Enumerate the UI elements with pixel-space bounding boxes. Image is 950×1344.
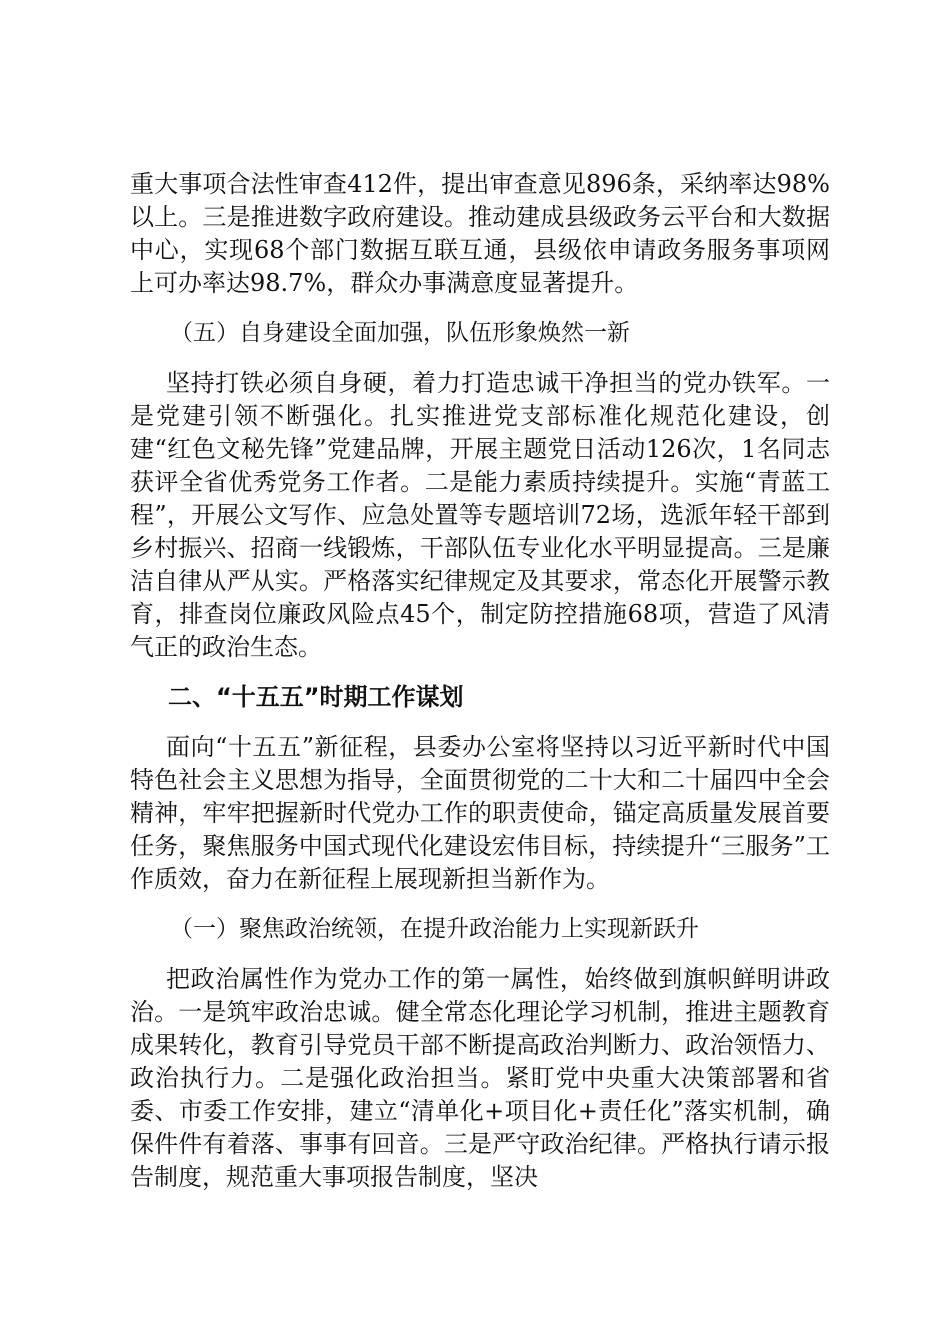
paragraph-political: 把政治属性作为党办工作的第一属性，始终做到旗帜鲜明讲政治。一是筑牢政治忠诚。健全常态化理论学习机制，推进主题教育成果转化，教育引导党员干部不断提高政治判断力、政治领悟力、政治执行力。二是强化政治担当。紧盯党中央重大决策部署和省委、市委工作安排，建立“清单化+项目化+责任化”落实机制，确保件件有着落、事事有回音。三是严守政治纪律。严格执行请示报告制度，规范重大事项报告制度，坚决 — [130, 965, 830, 1191]
paragraph-planning-intro: 面向“十五五”新征程，县委办公室将坚持以习近平新时代中国特色社会主义思想为指导，全面贯彻党的二十大和二十届四中全会精神，牢牢把握新时代党办工作的职责使命，锚定高质量发展首要任务，聚焦服务中国式现代化建设宏伟目标，持续提升“三服务”工作质效，奋力在新征程上展现新担当新作为。 — [130, 733, 830, 893]
subheading-five: （五）自身建设全面加强，队伍形象焕然一新 — [170, 320, 630, 346]
paragraph-self-building: 坚持打铁必须自身硬，着力打造忠诚干净担当的党办铁军。一是党建引领不断强化。扎实推进党支部标准化规范化建设，创建“红色文秘先锋”党建品牌，开展主题党日活动126次，1名同志获评全省优秀党务工作者。二是能力素质持续提升。实施“青蓝工程”，开展公文写作、应急处置等专题培训72场，选派年轻干部到乡村振兴、招商一线锻炼，干部队伍专业化水平明显提高。三是廉洁自律从严从实。严格落实纪律规定及其要求，常态化开展警示教育，排查岗位廉政风险点45个，制定防控措施68项，营造了风清气正的政治生态。 — [130, 369, 830, 661]
document-body — [130, 168, 830, 1211]
section-heading-two: 二、“十五五”时期工作谋划 — [168, 683, 464, 711]
paragraph-continued: 重大事项合法性审查412件，提出审查意见896条，采纳率达98%以上。三是推进数字政府建设。推动建成县级政务云平台和大数据中心，实现68个部门数据互联互通，县级依申请政务服务事项网上可办率达98.7%，群众办事满意度显著提升。 — [130, 170, 830, 297]
subheading-one: （一）聚焦政治统领，在提升政治能力上实现新跃升 — [170, 916, 699, 942]
